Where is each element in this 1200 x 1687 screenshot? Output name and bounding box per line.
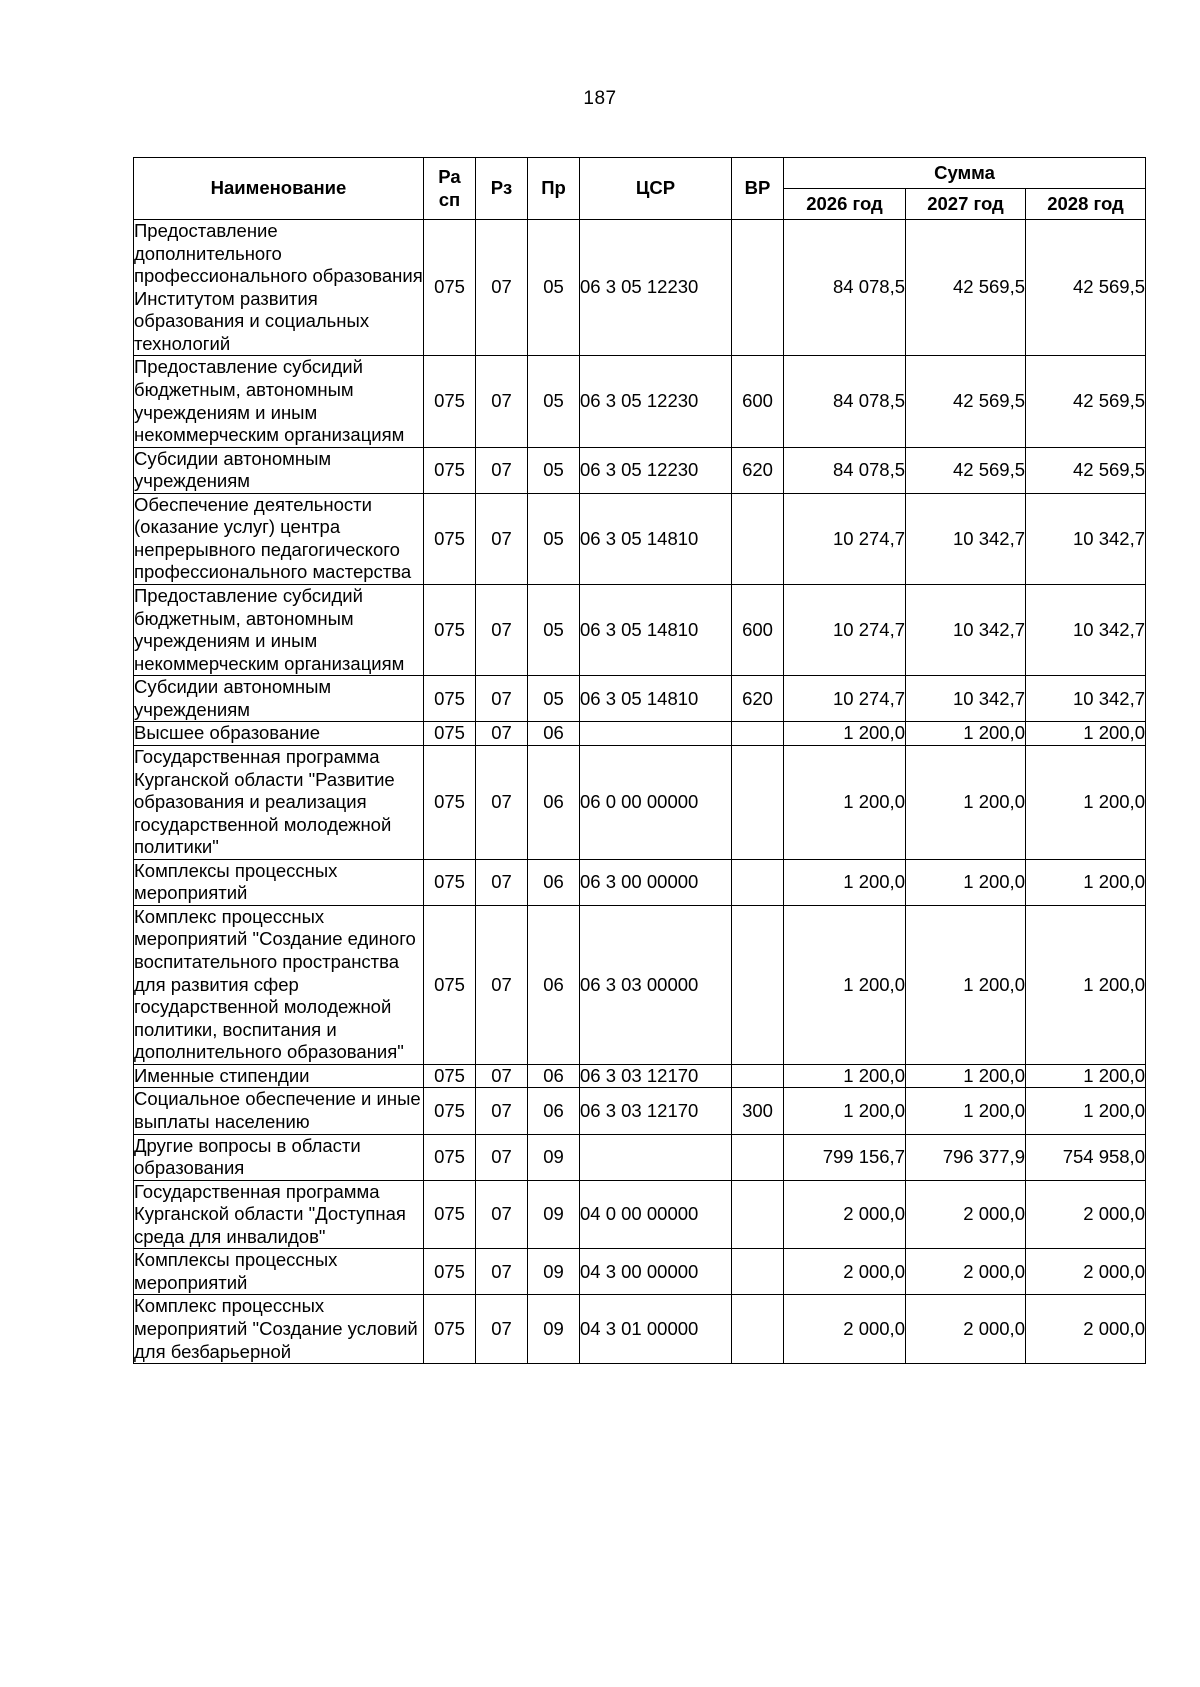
row-rasp: 075	[424, 676, 476, 722]
row-pr: 06	[528, 722, 580, 746]
table-row	[134, 1064, 1146, 1088]
row-csr: 06 3 05 12230	[580, 356, 732, 447]
row-csr	[580, 722, 732, 746]
row-name: Предоставление субсидий бюджетным, автономным учреждениям и иным некоммерческим организациям	[134, 585, 424, 676]
row-csr: 06 3 05 12230	[580, 447, 732, 493]
row-sum-2026: 1 200,0	[784, 1064, 906, 1088]
row-sum-2028: 1 200,0	[1026, 722, 1146, 746]
row-rasp: 075	[424, 1134, 476, 1180]
table-body	[134, 220, 1146, 1364]
row-sum-2027: 1 200,0	[906, 1064, 1026, 1088]
row-name: Предоставление субсидий бюджетным, автономным учреждениям и иным некоммерческим организациям	[134, 356, 424, 447]
table-row	[134, 356, 1146, 447]
row-sum-2026: 10 274,7	[784, 585, 906, 676]
row-rz: 07	[476, 1180, 528, 1249]
row-pr: 05	[528, 447, 580, 493]
row-sum-2027: 1 200,0	[906, 745, 1026, 859]
row-name: Социальное обеспечение и иные выплаты населению	[134, 1088, 424, 1134]
row-name: Государственная программа Курганской области "Развитие образования и реализация государственной молодежной политики"	[134, 745, 424, 859]
row-sum-2027: 2 000,0	[906, 1180, 1026, 1249]
row-rz: 07	[476, 859, 528, 905]
row-vr	[732, 905, 784, 1064]
row-sum-2026: 1 200,0	[784, 722, 906, 746]
row-rasp: 075	[424, 447, 476, 493]
row-vr: 600	[732, 585, 784, 676]
row-vr	[732, 1295, 784, 1364]
row-sum-2026: 799 156,7	[784, 1134, 906, 1180]
row-rasp: 075	[424, 1180, 476, 1249]
row-sum-2026: 84 078,5	[784, 220, 906, 356]
row-sum-2026: 10 274,7	[784, 676, 906, 722]
table-row	[134, 493, 1146, 584]
table-row	[134, 722, 1146, 746]
row-rz: 07	[476, 493, 528, 584]
table-row	[134, 676, 1146, 722]
row-name: Обеспечение деятельности (оказание услуг) центра непрерывного педагогического профессионального мастерства	[134, 493, 424, 584]
table-row	[134, 859, 1146, 905]
header-rz: Рз	[476, 158, 528, 220]
row-rz: 07	[476, 356, 528, 447]
row-sum-2026: 10 274,7	[784, 493, 906, 584]
row-vr	[732, 859, 784, 905]
row-name: Комплексы процессных мероприятий	[134, 859, 424, 905]
row-rz: 07	[476, 1088, 528, 1134]
row-vr	[732, 1064, 784, 1088]
header-csr: ЦСР	[580, 158, 732, 220]
row-rasp: 075	[424, 493, 476, 584]
row-rasp: 075	[424, 1249, 476, 1295]
row-rz: 07	[476, 1064, 528, 1088]
row-vr: 620	[732, 447, 784, 493]
table-row	[134, 1134, 1146, 1180]
row-vr	[732, 745, 784, 859]
row-rasp: 075	[424, 905, 476, 1064]
row-rz: 07	[476, 1295, 528, 1364]
row-csr: 04 3 01 00000	[580, 1295, 732, 1364]
row-vr	[732, 220, 784, 356]
row-rasp: 075	[424, 220, 476, 356]
row-vr: 600	[732, 356, 784, 447]
row-csr: 06 3 00 00000	[580, 859, 732, 905]
row-csr: 06 0 00 00000	[580, 745, 732, 859]
row-sum-2028: 42 569,5	[1026, 447, 1146, 493]
header-vr: ВР	[732, 158, 784, 220]
row-pr: 09	[528, 1134, 580, 1180]
row-sum-2027: 2 000,0	[906, 1249, 1026, 1295]
row-csr: 04 3 00 00000	[580, 1249, 732, 1295]
row-name: Предоставление дополнительного профессионального образования Институтом развития образования и социальных технологий	[134, 220, 424, 356]
row-sum-2026: 1 200,0	[784, 859, 906, 905]
row-csr: 06 3 05 14810	[580, 676, 732, 722]
table-row	[134, 1088, 1146, 1134]
row-sum-2027: 42 569,5	[906, 447, 1026, 493]
row-csr: 06 3 05 14810	[580, 493, 732, 584]
row-rz: 07	[476, 447, 528, 493]
row-pr: 05	[528, 585, 580, 676]
row-name: Комплекс процессных мероприятий "Создание единого воспитательного пространства для развития сфер государственной молодежной политики, воспитания и дополнительного образования"	[134, 905, 424, 1064]
row-csr: 06 3 03 12170	[580, 1064, 732, 1088]
row-sum-2026: 84 078,5	[784, 356, 906, 447]
row-vr	[732, 493, 784, 584]
table-row	[134, 220, 1146, 356]
row-csr	[580, 1134, 732, 1180]
row-name: Другие вопросы в области образования	[134, 1134, 424, 1180]
row-vr	[732, 1134, 784, 1180]
table-row	[134, 745, 1146, 859]
row-vr: 620	[732, 676, 784, 722]
row-pr: 05	[528, 356, 580, 447]
row-name: Высшее образование	[134, 722, 424, 746]
row-csr: 04 0 00 00000	[580, 1180, 732, 1249]
row-sum-2027: 1 200,0	[906, 859, 1026, 905]
row-rasp: 075	[424, 356, 476, 447]
row-sum-2028: 1 200,0	[1026, 859, 1146, 905]
row-sum-2028: 754 958,0	[1026, 1134, 1146, 1180]
row-sum-2028: 10 342,7	[1026, 493, 1146, 584]
row-sum-2027: 10 342,7	[906, 676, 1026, 722]
row-pr: 05	[528, 493, 580, 584]
table-row	[134, 1249, 1146, 1295]
table-header	[134, 158, 1146, 220]
row-rasp: 075	[424, 1064, 476, 1088]
row-sum-2028: 10 342,7	[1026, 676, 1146, 722]
row-sum-2027: 10 342,7	[906, 493, 1026, 584]
row-name: Субсидии автономным учреждениям	[134, 676, 424, 722]
row-sum-2027: 42 569,5	[906, 356, 1026, 447]
row-sum-2027: 1 200,0	[906, 905, 1026, 1064]
row-pr: 06	[528, 745, 580, 859]
row-rz: 07	[476, 1134, 528, 1180]
row-sum-2026: 2 000,0	[784, 1180, 906, 1249]
header-sum: Сумма	[784, 158, 1146, 189]
table-row	[134, 1295, 1146, 1364]
row-pr: 06	[528, 1088, 580, 1134]
row-sum-2028: 42 569,5	[1026, 220, 1146, 356]
row-name: Комплекс процессных мероприятий "Создание условий для безбарьерной	[134, 1295, 424, 1364]
header-name: Наименование	[134, 158, 424, 220]
row-sum-2027: 2 000,0	[906, 1295, 1026, 1364]
row-sum-2026: 1 200,0	[784, 1088, 906, 1134]
row-sum-2027: 1 200,0	[906, 1088, 1026, 1134]
table-row	[134, 905, 1146, 1064]
row-sum-2028: 1 200,0	[1026, 1088, 1146, 1134]
row-pr: 06	[528, 1064, 580, 1088]
row-rz: 07	[476, 676, 528, 722]
row-vr	[732, 1249, 784, 1295]
row-sum-2027: 10 342,7	[906, 585, 1026, 676]
row-csr: 06 3 05 14810	[580, 585, 732, 676]
row-pr: 09	[528, 1295, 580, 1364]
header-rasp: Ра сп	[424, 158, 476, 220]
page-number: 187	[583, 88, 617, 109]
row-pr: 05	[528, 676, 580, 722]
row-sum-2028: 2 000,0	[1026, 1295, 1146, 1364]
row-vr	[732, 1180, 784, 1249]
row-vr: 300	[732, 1088, 784, 1134]
row-sum-2026: 2 000,0	[784, 1295, 906, 1364]
budget-table	[133, 157, 1146, 1364]
row-pr: 06	[528, 905, 580, 1064]
row-sum-2027: 42 569,5	[906, 220, 1026, 356]
row-sum-2027: 1 200,0	[906, 722, 1026, 746]
row-sum-2026: 84 078,5	[784, 447, 906, 493]
row-rasp: 075	[424, 722, 476, 746]
row-sum-2028: 2 000,0	[1026, 1249, 1146, 1295]
header-year-2028: 2028 год	[1026, 189, 1146, 220]
table-row	[134, 447, 1146, 493]
row-csr: 06 3 05 12230	[580, 220, 732, 356]
row-rz: 07	[476, 722, 528, 746]
row-rasp: 075	[424, 585, 476, 676]
header-year-2026: 2026 год	[784, 189, 906, 220]
row-vr	[732, 722, 784, 746]
row-name: Субсидии автономным учреждениям	[134, 447, 424, 493]
row-rasp: 075	[424, 859, 476, 905]
row-name: Государственная программа Курганской области "Доступная среда для инвалидов"	[134, 1180, 424, 1249]
row-rz: 07	[476, 905, 528, 1064]
row-sum-2028: 1 200,0	[1026, 745, 1146, 859]
row-rasp: 075	[424, 1088, 476, 1134]
row-sum-2027: 796 377,9	[906, 1134, 1026, 1180]
row-sum-2026: 2 000,0	[784, 1249, 906, 1295]
row-rz: 07	[476, 1249, 528, 1295]
row-csr: 06 3 03 00000	[580, 905, 732, 1064]
row-csr: 06 3 03 12170	[580, 1088, 732, 1134]
row-sum-2026: 1 200,0	[784, 745, 906, 859]
header-year-2027: 2027 год	[906, 189, 1026, 220]
row-rz: 07	[476, 220, 528, 356]
row-sum-2028: 1 200,0	[1026, 905, 1146, 1064]
row-pr: 09	[528, 1180, 580, 1249]
row-rasp: 075	[424, 745, 476, 859]
row-sum-2028: 2 000,0	[1026, 1180, 1146, 1249]
row-pr: 06	[528, 859, 580, 905]
row-pr: 09	[528, 1249, 580, 1295]
header-pr: Пр	[528, 158, 580, 220]
table-row	[134, 1180, 1146, 1249]
row-rz: 07	[476, 585, 528, 676]
row-sum-2028: 1 200,0	[1026, 1064, 1146, 1088]
row-pr: 05	[528, 220, 580, 356]
row-name: Комплексы процессных мероприятий	[134, 1249, 424, 1295]
row-rasp: 075	[424, 1295, 476, 1364]
row-sum-2028: 42 569,5	[1026, 356, 1146, 447]
row-sum-2028: 10 342,7	[1026, 585, 1146, 676]
row-rz: 07	[476, 745, 528, 859]
row-sum-2026: 1 200,0	[784, 905, 906, 1064]
table-row	[134, 585, 1146, 676]
row-name: Именные стипендии	[134, 1064, 424, 1088]
